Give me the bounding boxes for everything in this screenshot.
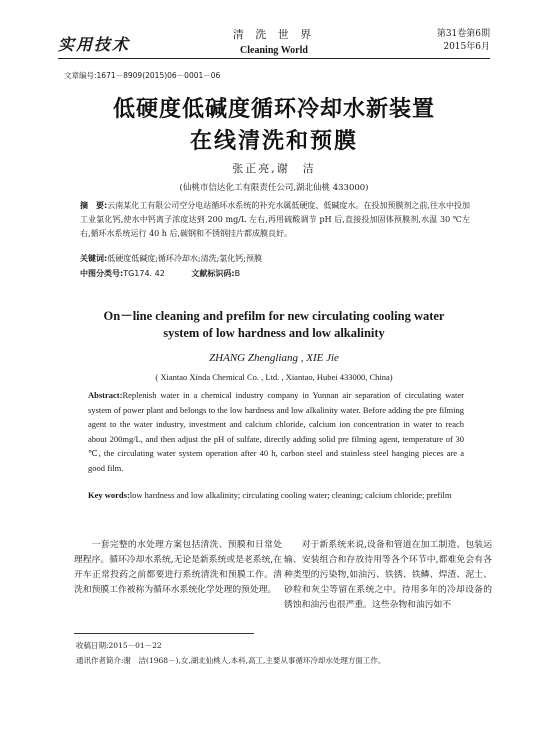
keywords-cn-text: 低硬度低碱度;循环冷却水;清洗;氯化钙;预膜 (107, 254, 262, 263)
authors-en: ZHANG Zhengliang , XIE Jie (209, 352, 339, 364)
author-bio: 通讯作者简介:谢 洁(1968－),女,湖北仙桃人,本科,高工,主要从事循环冷却水处理方面工作。 (76, 656, 386, 665)
issue-info (437, 28, 490, 54)
abstract-cn-label: 摘 要: (80, 201, 108, 210)
journal-name-en: Cleaning World (240, 45, 308, 56)
title-cn-line1: 低硬度低碱度循环冷却水新装置 (112, 97, 435, 122)
journal-name-cn: 清 洗 世 界 (232, 28, 316, 41)
keywords-cn (80, 253, 470, 264)
title-cn-line2: 在线清洗和预膜 (189, 129, 358, 154)
keywords-cn-label: 关键词: (80, 254, 108, 263)
abstract-en (88, 388, 464, 475)
abstract-en-text: Replenish water in a chemical industry company in Yunnan air separation of circulating water system of power plant and belongs to the low hardness and low alkalinity water. Before adding the pre filming agent to the water industry, investment and calcium chloride, calcium ion concentration in water to reach about 200mg/L, and then adjust the pH of sulfate, directly adding solid pre filming agent, temperature of 30 ℃, the circulating water system operation after 40 h, carbon steel and stainless steel hanging pieces are a good film. (88, 390, 464, 473)
section-label: 实用技术 (58, 35, 131, 54)
affiliation-en: ( Xiantao Xinda Chemical Co. , Ltd. , Xiantao, Hubei 433000, China) (155, 372, 393, 382)
issue-date: 2015年6月 (443, 42, 490, 52)
abstract-cn-text: 云南某化工有限公司空分电站循环水系统的补充水属低硬度、低碱度水。在投加预膜剂之前,往水中投加工业氯化钙,使水中钙离子浓度达到 200 mg/L 左右,再用硫酸调节 pH 后,直接投加固体预膜剂,水温 30 ℃左右,循环水系统运行 40 h 后,碳钢和不锈钢挂片都成膜良好。 (80, 201, 470, 238)
volume-issue: 第31卷第6期 (436, 29, 490, 39)
title-en-line1: On－line cleaning and prefilm for new circulating cooling water (103, 309, 445, 323)
classification-line (80, 268, 264, 279)
abstract-en-label: Abstract: (88, 390, 123, 400)
affiliation-cn: (仙桃市信达化工有限责任公司,湖北仙桃 433000) (179, 183, 369, 193)
article-number: 文章编号:1671－8909(2015)06－0001－06 (64, 71, 221, 80)
clc-code: 中图分类号:TG174. 42 (80, 269, 165, 278)
body-column-left (74, 538, 282, 598)
authors-cn: 张正亮,谢 洁 (232, 162, 316, 175)
body-column-right (284, 538, 492, 613)
body-paragraph: 对于新系统来说,设备和管道在加工制造、包装运输、安装组合和存放待用等各个环节中,都难免会有各种类型的污染物,如油污、铁锈、铁鳞、焊渣、泥土、砂粒和灰尘等留在系统之中。待用多年的冷却设备的锈蚀和油污也很严重。这些杂物和油污如不 (284, 540, 492, 610)
received-date: 收稿日期:2015－01－22 (76, 641, 162, 650)
abstract-cn (80, 199, 470, 241)
body-paragraph: 一套完整的水处理方案包括清洗、预膜和日常处理程序。循环冷却水系统,无论是新系统或是老系统,在开车正常投药之前都要进行系统清洗和预膜工作。清洗和预膜工作被称为循环水系统化学处理的预处理。 (74, 540, 282, 595)
keywords-en-text: low hardness and low alkalinity; circulating cooling water; cleaning; calcium chloride; prefilm (129, 490, 452, 500)
footnote-rule (74, 633, 254, 634)
title-en-line2: system of low hardness and low alkalinity (163, 326, 385, 340)
keywords-en (88, 488, 464, 503)
header-rule (58, 58, 490, 59)
document-code: 文献标识码:B (191, 269, 241, 278)
keywords-en-label: Key words: (88, 490, 130, 500)
